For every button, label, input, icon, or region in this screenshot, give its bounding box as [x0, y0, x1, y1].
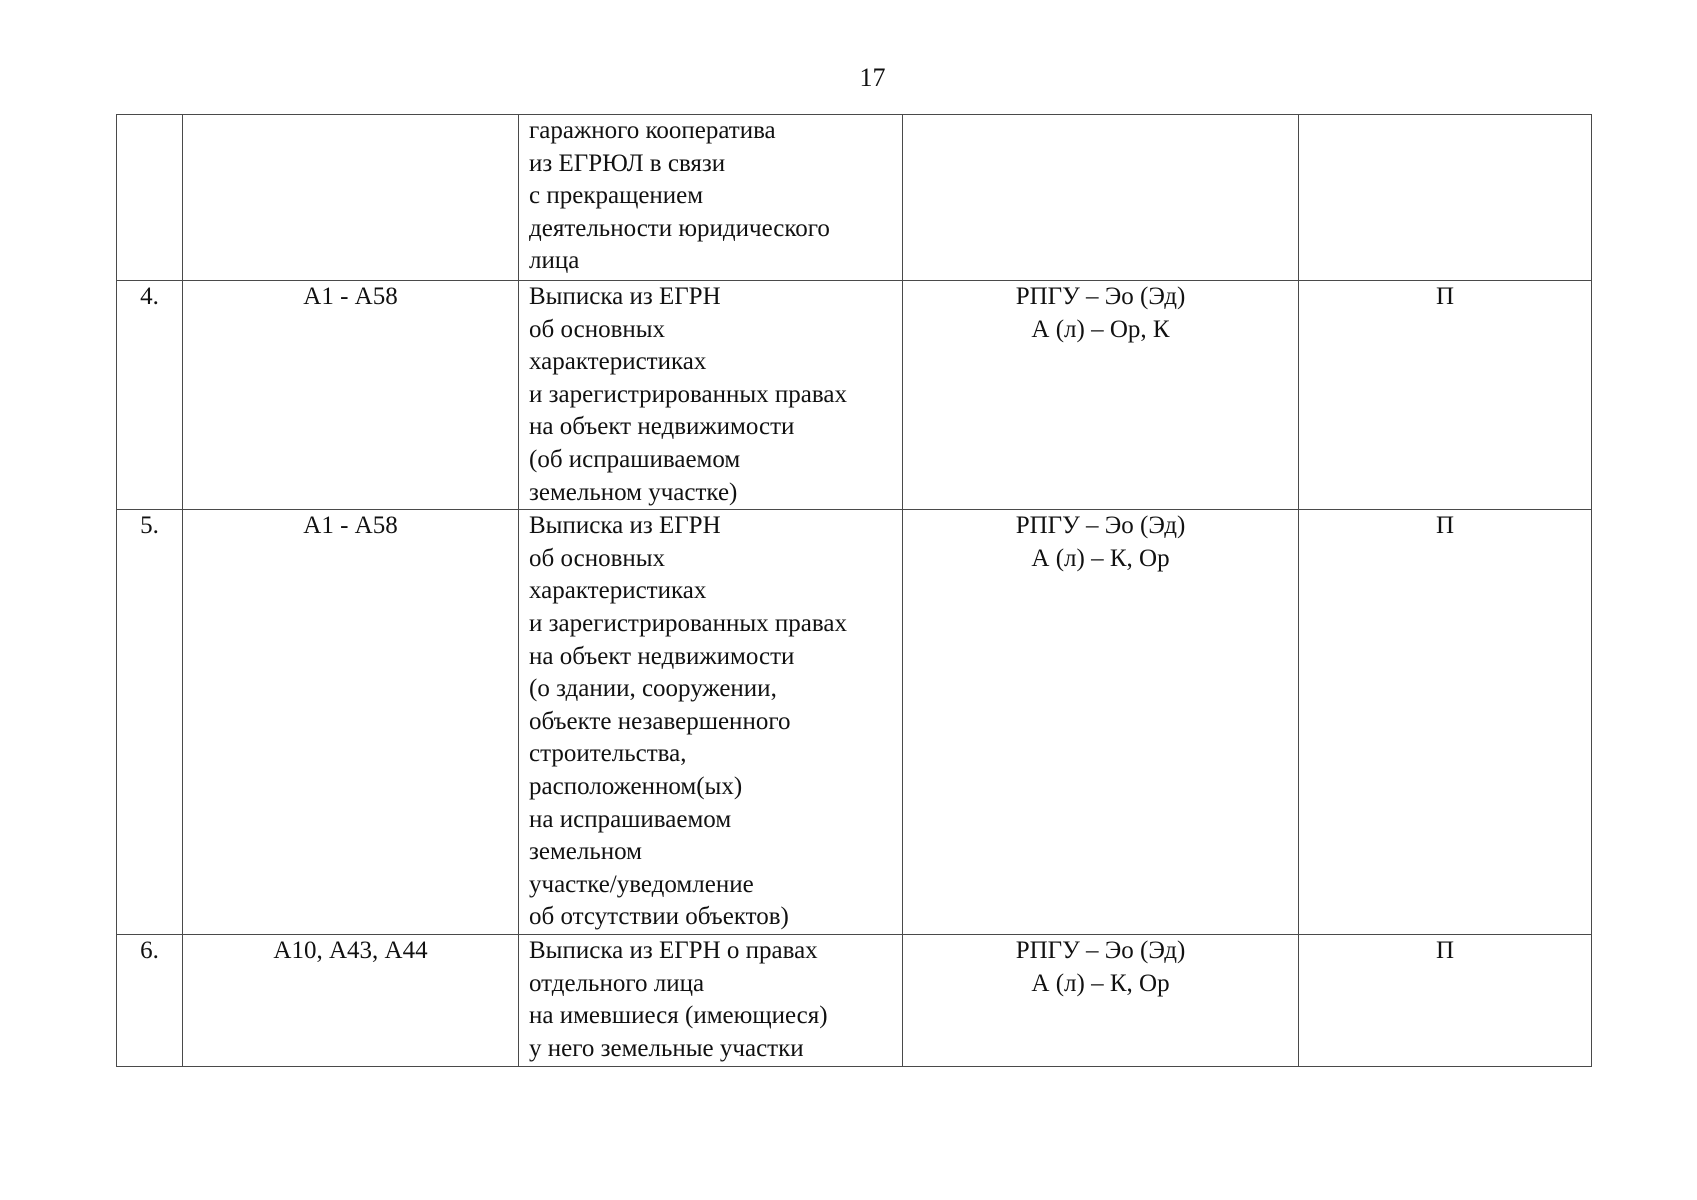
row-codes-cell: А10, А43, А44: [183, 935, 519, 1066]
page-number: 17: [859, 63, 886, 92]
row-type-cell: П: [1299, 510, 1592, 935]
row-number-cell: [117, 115, 183, 281]
row-number-cell: 6.: [117, 935, 183, 1066]
row-codes-cell: А1 - А58: [183, 281, 519, 510]
row-document-name-cell: гаражного кооператива из ЕГРЮЛ в связи с прекращением деятельности юридического лица: [519, 115, 903, 281]
table-row: [117, 281, 1592, 510]
row-type-cell: П: [1299, 935, 1592, 1066]
row-codes-cell: А1 - А58: [183, 510, 519, 935]
table-row: [117, 115, 1592, 281]
row-number-cell: 4.: [117, 281, 183, 510]
row-document-name-cell: Выписка из ЕГРН о правах отдельного лица на имевшиеся (имеющиеся) у него земельные участки: [519, 935, 903, 1066]
row-method-cell: РПГУ – Эо (Эд) А (л) – К, Ор: [903, 510, 1299, 935]
row-method-cell: [903, 115, 1299, 281]
row-number-cell: 5.: [117, 510, 183, 935]
row-codes-cell: [183, 115, 519, 281]
documents-table: [116, 114, 1592, 1067]
row-document-name-cell: Выписка из ЕГРН об основных характеристиках и зарегистрированных правах на объект недвижимости (об испрашиваемом земельном участке): [519, 281, 903, 510]
table-row: [117, 510, 1592, 935]
table-row: [117, 935, 1592, 1066]
row-method-cell: РПГУ – Эо (Эд) А (л) – Ор, К: [903, 281, 1299, 510]
row-type-cell: [1299, 115, 1592, 281]
row-method-cell: РПГУ – Эо (Эд) А (л) – К, Ор: [903, 935, 1299, 1066]
row-document-name-cell: Выписка из ЕГРН об основных характеристиках и зарегистрированных правах на объект недвижимости (о здании, сооружении, объекте незавершенного строительства, расположенном(ых) на испрашиваемом земельном участке/уведомление об отсутствии объектов): [519, 510, 903, 935]
row-type-cell: П: [1299, 281, 1592, 510]
